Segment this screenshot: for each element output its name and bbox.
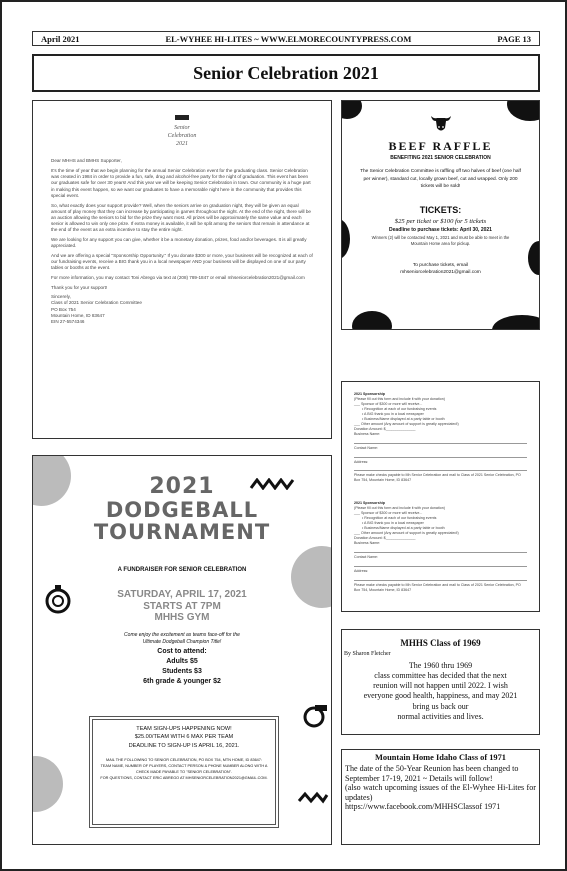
dodgeball-flyer: [32, 455, 332, 845]
class-1971-title: Mountain Home Idaho Class of 1971: [375, 753, 506, 762]
winners-note: Winners (2) will be contacted May 1, 2021 and must be able to meet in the Mountain Home area for pickup.: [371, 235, 510, 247]
beef-raffle-flyer: [341, 100, 540, 330]
senior-celebration-logo: [51, 115, 313, 148]
beef-description: The Senior Celebration Committee is raffling off two halves of beef (one half per winner), standard cut, locally grown beef, cut and wrapped. Only 200 tickets will be sold!: [360, 169, 521, 190]
page-number: PAGE 13: [497, 33, 531, 44]
class-1969-body: The 1960 thru 1969 class committee has decided that the next reunion will not happen until 2022. I wish everyone good health, happiness, and may 2021 bring us back our normal activities and lives.: [363, 661, 518, 721]
class-1969-title: MHHS Class of 1969: [400, 638, 481, 648]
cow-head-icon: [342, 111, 539, 135]
tournament-year: 2021: [149, 474, 215, 499]
logo-text-3: 2021: [176, 141, 188, 148]
form-line: [354, 574, 527, 581]
form-line: [354, 464, 527, 471]
issue-date: April 2021: [41, 33, 80, 44]
logo-text-2: Celebration: [167, 133, 197, 140]
form-line: [354, 546, 527, 553]
page-title: Senior Celebration 2021: [32, 54, 540, 92]
sponsorship-form-block: 2021 Sponsorship (Please fill out this form and include it with your donation) ___ Sponsor of $300 or more will receive... • Recognition at each of our fundraising events • A BIG thank you in a local newspaper • Business/Name displayed at a party table or booth ___ Other amount (Any amount of support is greatly appreciated!) Donation Amount: $_______________ Business Name: Contact Name: Address: Please make checks payable to Mh Senior Celebration and mail to Class of 2021 Senior Celebration, PO Box 754, Mountain Home, ID 83647: [354, 501, 527, 592]
cow-spot-decoration: [352, 311, 392, 330]
mail-instructions: MAIL THE FOLLOWING TO SENIOR CELEBRATION, PO BOX 754, MTN HOME, ID 83647: TEAM NAME, NUMBER OF PLAYERS, CONTACT PERSON & PHONE NUMBER ALONG WITH A CHECK MADE PAYABLE TO "SENIOR CELEBRATION". FOR QUESTIONS, CONTACT ERIC ABREGO AT MHSENIORCELEBRATION2021@GMAIL.COM.: [100, 758, 268, 780]
ticket-price: $25 per ticket or $100 for 5 tickets: [394, 218, 487, 226]
cow-spot-decoration: [492, 315, 540, 330]
sponsorship-form-block: 2021 Sponsorship (Please fill out this form and include it with your donation) ___ Sponsor of $300 or more will receive... • Recognition at each of our fundraising events • A BIG thank you in a local newspaper • Business/Name displayed at a party table or booth ___ Other amount (Any amount of support is greatly appreciated!) Donation Amount: $_______________ Business Name: Contact Name: Address: Please make checks payable to Mh Senior Celebration and mail to Class of 2021 Senior Celebration, PO Box 754, Mountain Home, ID 83647: [354, 392, 527, 483]
facebook-link[interactable]: https://www.facebook.com/MHHSClassof 1971: [345, 802, 501, 812]
letter-paragraph: For more information, you may contact Toni Abrego via text at (208) 789-1847 or email mhseniorcelebration2021@gmail.com: [51, 274, 305, 280]
letter-paragraph: We are looking for any support you can give, whether it be a monetary donation, prizes, food and/or beverages. It is all greatly appreciated.: [51, 236, 307, 249]
stopwatch-icon: [45, 584, 71, 614]
sponsorship-form: [341, 381, 540, 612]
class-1969-notice: [341, 629, 540, 735]
event-date: SATURDAY, APRIL 17, 2021 STARTS AT 7PM MHHS GYM: [117, 589, 247, 624]
team-signup-box: [89, 716, 279, 828]
zigzag-icon: [249, 478, 295, 490]
ticket-deadline: Deadline to purchase tickets: April 30, 2021: [389, 227, 492, 234]
logo-text-1: Senior: [174, 125, 190, 132]
whistle-icon: [303, 702, 329, 728]
class-1971-notice: [341, 749, 540, 845]
letter-thanks: Thank you for your support!: [51, 284, 108, 290]
ball-decoration: [32, 756, 63, 812]
grad-cap-icon: [175, 115, 189, 120]
letter-paragraph: And we are offering a special "Sponsorship Opportunity." If you donate $300 or more, your business will be recognized at each of our fundraising events, receive a BIG thank you in a local newspaper AND your business will be displayed on one of our party tables or booths at the event.: [51, 252, 313, 271]
beef-subtitle: BENEFITING 2021 SENIOR CELEBRATION: [390, 155, 491, 161]
zigzag-icon: [297, 791, 329, 805]
byline: By Sharon Fletcher: [344, 651, 391, 657]
tournament-title-1: DODGEBALL: [105, 498, 259, 522]
publication-name: EL-WYHEE HI-LITES ~ WWW.ELMORECOUNTYPRESS.COM: [165, 33, 412, 44]
purchase-info: To purchase tickets, email mhseniorcelebration2021@gmail.com: [400, 262, 481, 276]
form-line: [354, 560, 527, 567]
form-line: [354, 437, 527, 444]
letter-paragraph: It's the time of year that we begin planning for the annual Senior Celebration event for the graduating class. Senior Celebration was created in 1984 in order to provide a fun, safe, drug and alcohol-free party for the night of graduation. This event has been our graduates safe for over 30 years! And this year we will be keeping Senior Celebration in town. Our community is a huge part in making this event happen, so we want our graduates to have a memorable night here in the community that provides this special event.: [51, 168, 311, 198]
letter-greeting: Dear MHHS and BMHS Supporter,: [51, 158, 122, 164]
tournament-title-2: TOURNAMENT: [93, 520, 271, 545]
tickets-heading: TICKETS:: [419, 205, 462, 216]
class-1971-body: The date of the 50-Year Reunion has been changed to September 17-19, 2021 ~ Details will follow! (also watch upcoming issues of the El-Wyhee Hi-Lites for updates) https://www.facebook.com/MHHSClassof 1971: [345, 764, 536, 812]
letter-signature: Sincerely, Class of 2021 Senior Celebration Committee PO Box 754 Mountain Home, ID 83647 EIN 27-5574346: [51, 294, 142, 324]
sponsor-letter: [32, 100, 332, 439]
event-tagline: Come enjoy the excitement as teams face-off for the Ultimate Dodgeball Champion Title!: [124, 631, 240, 645]
beef-title: BEEF RAFFLE: [388, 139, 493, 153]
signup-details: TEAM SIGN-UPS HAPPENING NOW! $25.00/TEAM WITH 6 MAX PER TEAM DEADLINE TO SIGN-UP IS APRIL 16, 2021.: [128, 726, 240, 749]
admission-costs: Cost to attend: Adults $5 Students $3 6th grade & younger $2: [143, 647, 221, 686]
fundraiser-line: A FUNDRAISER FOR SENIOR CELEBRATION: [117, 567, 247, 574]
letter-paragraph: So, what exactly does your support provide? Well, when the seniors arrive on graduation night, they will be given an equal amount of play money that they can increase by participating in games throughout the night. At the end of the night, there will be an auction allowing the seniors to bid for the prize they want most. All prizes will be approximately the same value and each senior is allowed to win only one prize. If extra money is available, it will be split among the seniors that remain in attendance at the end of the event as an extra incentive to stay the entire night.: [51, 202, 311, 233]
form-line: [354, 451, 527, 458]
page-header: [32, 31, 540, 46]
